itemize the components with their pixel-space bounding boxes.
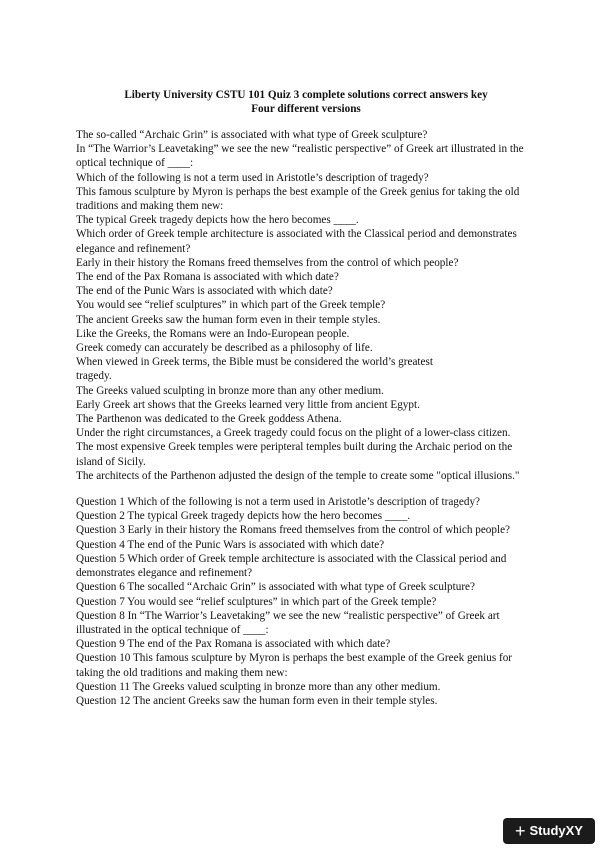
section-spacer	[76, 483, 540, 495]
studyxy-watermark[interactable]	[503, 818, 595, 844]
statement-line: Which order of Greek temple architecture is associated with the Classical period and demonstrates elegance and refinement?	[76, 228, 517, 255]
statement-line: The so-called “Archaic Grin” is associated with what type of Greek sculpture?	[76, 129, 428, 141]
question-line: Question 6 The socalled “Archaic Grin” is associated with what type of Greek sculpture?	[76, 581, 475, 594]
statement-line: Early Greek art shows that the Greeks learned very little from ancient Egypt.	[76, 398, 420, 411]
statement-line: Greek comedy can accurately be described as a philosophy of life.	[76, 342, 373, 355]
question-line: Question 11 The Greeks valued sculpting in bronze more than any other medium.	[76, 680, 441, 693]
statement-line: The typical Greek tragedy depicts how the hero becomes ____.	[76, 214, 359, 227]
statement-line: The end of the Pax Romana is associated with which date?	[76, 271, 339, 284]
question-line: Question 2 The typical Greek tragedy depicts how the hero becomes ____.	[76, 510, 411, 523]
question-line: Question 4 The end of the Punic Wars is associated with which date?	[76, 538, 385, 551]
statement-line: This famous sculpture by Myron is perhaps the best example of the Greek genius for taking the old traditions and making them new:	[76, 185, 520, 213]
statement-line: The architects of the Parthenon adjusted the design of the temple to create some "optical illusions."	[76, 469, 520, 482]
title-line-1: Liberty University CSTU 101 Quiz 3 complete solutions correct answers key	[124, 89, 488, 101]
document-body	[76, 128, 540, 708]
statement-line: Under the right circumstances, a Greek tragedy could focus on the plight of a lower-class citizen.	[76, 427, 511, 440]
statement-line: The ancient Greeks saw the human form even in their temple styles.	[76, 313, 381, 326]
question-line: Question 7 You would see “relief sculptures” in which part of the Greek temple?	[76, 595, 437, 608]
statement-line: Like the Greeks, the Romans were an Indo-European people.	[76, 327, 350, 340]
statement-line: The most expensive Greek temples were peripteral temples built during the Archaic period on the island of Sicily.	[76, 441, 513, 468]
title-line-2: Four different versions	[251, 103, 361, 115]
question-line: Question 5 Which order of Greek temple architecture is associated with the Classical period and demonstrates elegance and refinement?	[76, 552, 507, 580]
statement-line: The Parthenon was dedicated to the Greek goddess Athena.	[76, 413, 342, 426]
question-line: Question 3 Early in their history the Romans freed themselves from the control of which people?	[76, 524, 511, 537]
question-line: Question 1 Which of the following is not a term used in Aristotle’s description of tragedy?	[76, 496, 481, 509]
statement-list	[76, 128, 540, 483]
statement-line: The Greeks valued sculpting in bronze more than any other medium.	[76, 384, 384, 397]
statement-line: When viewed in Greek terms, the Bible must be considered the world’s greatest tragedy.	[76, 356, 433, 383]
statement-line: The end of the Punic Wars is associated with which date?	[76, 285, 333, 298]
question-line: Question 10 This famous sculpture by Myron is perhaps the best example of the Greek genius for taking the old traditions and making them new:	[76, 652, 513, 679]
question-line: Question 8 In “The Warrior’s Leavetaking” we see the new “realistic perspective” of Greek art illustrated in the optical technique of ____:	[76, 609, 500, 636]
statement-line: Early in their history the Romans freed themselves from the control of which people?	[76, 256, 459, 269]
watermark-brand: StudyXY	[529, 823, 583, 838]
question-list	[76, 495, 540, 708]
statement-line: In “The Warrior’s Leavetaking” we see the new “realistic perspective” of Greek art illustrated in the optical technique of ____:	[76, 143, 524, 170]
question-line: Question 12 The ancient Greeks saw the human form even in their temple styles.	[76, 694, 438, 707]
plus-icon: +	[515, 821, 526, 841]
question-line: Question 9 The end of the Pax Romana is associated with which date?	[76, 638, 391, 651]
document-title	[0, 88, 612, 116]
statement-line: Which of the following is not a term used in Aristotle’s description of tragedy?	[76, 171, 429, 184]
statement-line: You would see “relief sculptures” in which part of the Greek temple?	[76, 299, 386, 312]
